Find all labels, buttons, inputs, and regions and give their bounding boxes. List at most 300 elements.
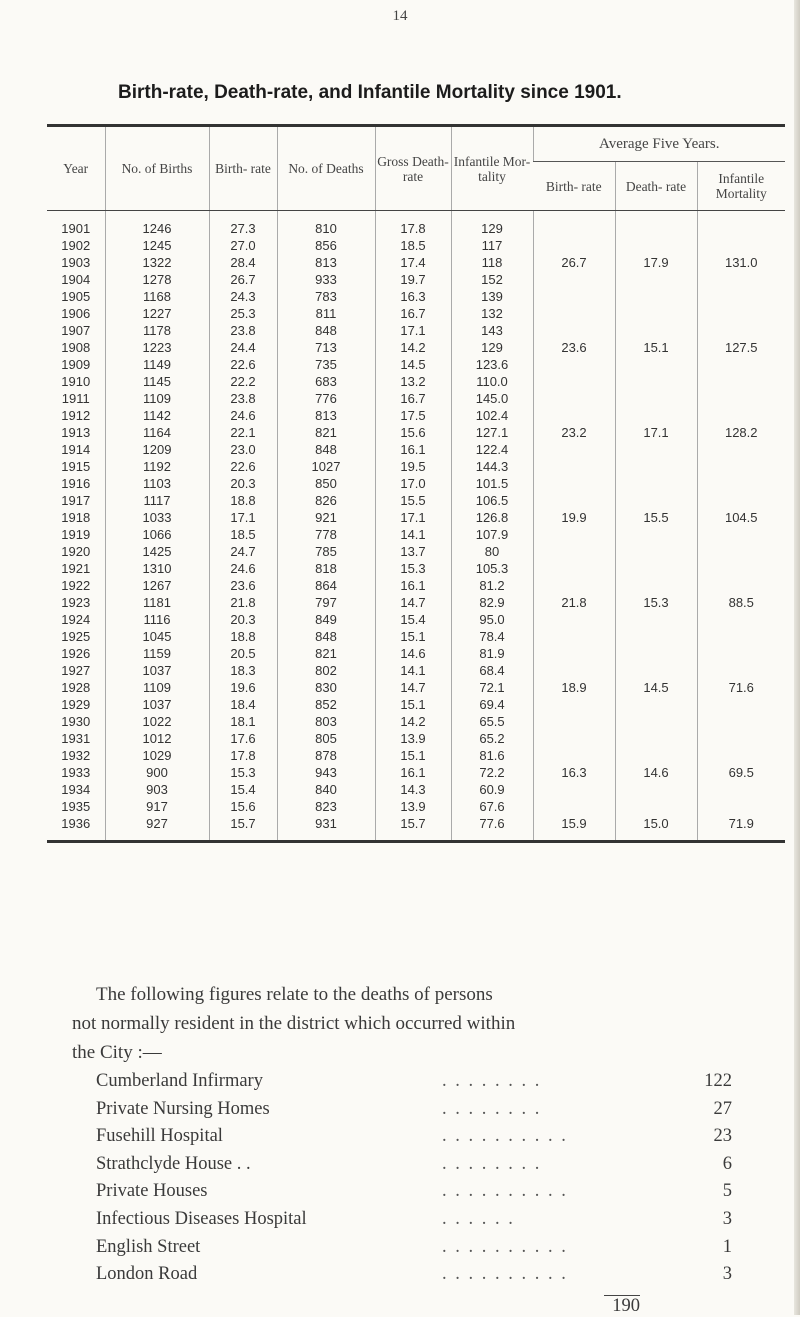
cell-births: 1037	[105, 662, 209, 679]
cell-death-rate: 16.3	[375, 288, 451, 305]
cell-infantile-mortality: 139	[451, 288, 533, 305]
page-number: 14	[392, 8, 408, 24]
cell-birth-rate: 17.1	[209, 509, 277, 526]
cell-births: 1142	[105, 407, 209, 424]
cell-avg-birth-rate	[533, 628, 615, 645]
cell-avg-birth-rate	[533, 577, 615, 594]
cell-birth-rate: 19.6	[209, 679, 277, 696]
header-avg-birth-rate: Birth- rate	[533, 162, 615, 211]
cell-infantile-mortality: 82.9	[451, 594, 533, 611]
cell-infantile-mortality: 144.3	[451, 458, 533, 475]
cell-death-rate: 15.1	[375, 628, 451, 645]
cell-death-rate: 17.4	[375, 254, 451, 271]
table-row	[47, 339, 785, 356]
cell-avg-death-rate	[615, 577, 697, 594]
cell-infantile-mortality: 129	[451, 339, 533, 356]
cell-births: 1149	[105, 356, 209, 373]
cell-deaths: 852	[277, 696, 375, 713]
cell-death-rate: 17.1	[375, 322, 451, 339]
cell-death-rate: 14.2	[375, 339, 451, 356]
cell-year: 1910	[61, 374, 91, 389]
cell-birth-rate: 24.7	[209, 543, 277, 560]
cell-infantile-mortality: 78.4	[451, 628, 533, 645]
cell-avg-infantile-mortality	[697, 645, 785, 662]
cell-births: 1145	[105, 373, 209, 390]
cell-avg-death-rate: 17.1	[615, 424, 697, 441]
cell-birth-rate: 23.8	[209, 322, 277, 339]
cell-avg-infantile-mortality	[697, 305, 785, 322]
cell-death-rate: 15.6	[375, 424, 451, 441]
cell-birth-rate: 22.6	[209, 458, 277, 475]
cell-births: 917	[105, 798, 209, 815]
cell-year: 1934	[61, 782, 91, 797]
table-row	[47, 373, 785, 390]
cell-death-rate: 17.8	[375, 211, 451, 238]
cell-birth-rate: 20.3	[209, 475, 277, 492]
cell-avg-infantile-mortality	[697, 373, 785, 390]
non-resident-intro	[72, 980, 732, 1067]
cell-births: 1109	[105, 679, 209, 696]
cell-year: 1925	[61, 629, 91, 644]
leader-dots: . . . . . . . .	[442, 1098, 542, 1119]
table-row	[47, 730, 785, 747]
table-row	[47, 815, 785, 842]
cell-births: 1425	[105, 543, 209, 560]
cell-year: 1928	[61, 680, 91, 695]
cell-avg-death-rate	[615, 645, 697, 662]
cell-avg-death-rate	[615, 798, 697, 815]
cell-avg-death-rate	[615, 441, 697, 458]
cell-avg-death-rate	[615, 211, 697, 238]
cell-avg-birth-rate	[533, 730, 615, 747]
cell-year: 1909	[61, 357, 91, 372]
cell-avg-birth-rate	[533, 356, 615, 373]
cell-year: 1912	[61, 408, 91, 423]
cell-avg-death-rate	[615, 713, 697, 730]
cell-deaths: 813	[277, 407, 375, 424]
cell-deaths: 856	[277, 237, 375, 254]
leader-dots: . . . . . . . .	[442, 1071, 542, 1091]
list-item	[96, 1261, 756, 1289]
cell-infantile-mortality: 81.2	[451, 577, 533, 594]
cell-infantile-mortality: 105.3	[451, 560, 533, 577]
table-row	[47, 237, 785, 254]
cell-avg-death-rate	[615, 628, 697, 645]
table-row	[47, 628, 785, 645]
table-row	[47, 594, 785, 611]
cell-avg-death-rate	[615, 305, 697, 322]
cell-avg-infantile-mortality: 71.6	[697, 679, 785, 696]
cell-birth-rate: 15.7	[209, 815, 277, 842]
leader-dots: . . . . . . . .	[442, 1153, 542, 1174]
cell-birth-rate: 20.5	[209, 645, 277, 662]
cell-death-rate: 14.7	[375, 679, 451, 696]
cell-death-rate: 16.7	[375, 305, 451, 322]
cell-birth-rate: 24.6	[209, 560, 277, 577]
header-avg-death-rate: Death- rate	[615, 162, 697, 211]
cell-deaths: 735	[277, 356, 375, 373]
cell-avg-infantile-mortality: 104.5	[697, 509, 785, 526]
cell-avg-infantile-mortality	[697, 730, 785, 747]
cell-death-rate: 17.0	[375, 475, 451, 492]
table-row	[47, 696, 785, 713]
cell-death-rate: 16.7	[375, 390, 451, 407]
cell-deaths: 848	[277, 441, 375, 458]
cell-year: 1919	[61, 527, 91, 542]
cell-year: 1935	[61, 799, 91, 814]
cell-year: 1907	[61, 323, 91, 338]
cell-infantile-mortality: 95.0	[451, 611, 533, 628]
cell-birth-rate: 18.5	[209, 526, 277, 543]
leader-dots: . . . . . . . . . .	[442, 1236, 568, 1257]
cell-year: 1929	[61, 697, 91, 712]
cell-births: 903	[105, 781, 209, 798]
cell-deaths: 830	[277, 679, 375, 696]
cell-births: 1037	[105, 696, 209, 713]
cell-avg-infantile-mortality: 127.5	[697, 339, 785, 356]
cell-deaths: 683	[277, 373, 375, 390]
cell-avg-infantile-mortality	[697, 662, 785, 679]
table-row	[47, 611, 785, 628]
cell-infantile-mortality: 68.4	[451, 662, 533, 679]
table-row	[47, 798, 785, 815]
cell-births: 1278	[105, 271, 209, 288]
cell-deaths: 818	[277, 560, 375, 577]
cell-births: 1022	[105, 713, 209, 730]
cell-avg-birth-rate	[533, 271, 615, 288]
header-deaths: No. of Deaths	[277, 126, 375, 211]
cell-year: 1936	[61, 816, 91, 831]
cell-births: 1029	[105, 747, 209, 764]
cell-deaths: 848	[277, 628, 375, 645]
cell-avg-infantile-mortality	[697, 747, 785, 764]
cell-births: 1245	[105, 237, 209, 254]
cell-avg-infantile-mortality	[697, 237, 785, 254]
cell-deaths: 821	[277, 424, 375, 441]
cell-year: 1920	[61, 544, 91, 559]
cell-birth-rate: 28.4	[209, 254, 277, 271]
cell-avg-infantile-mortality	[697, 611, 785, 628]
cell-avg-infantile-mortality	[697, 441, 785, 458]
place-name: Cumberland Infirmary	[96, 1071, 263, 1091]
cell-birth-rate: 20.3	[209, 611, 277, 628]
cell-avg-birth-rate	[533, 713, 615, 730]
cell-death-rate: 18.5	[375, 237, 451, 254]
table-row	[47, 679, 785, 696]
cell-birth-rate: 22.6	[209, 356, 277, 373]
cell-year: 1915	[61, 459, 91, 474]
list-item	[96, 1206, 756, 1234]
cell-avg-birth-rate	[533, 305, 615, 322]
cell-year: 1902	[61, 238, 91, 253]
cell-avg-death-rate	[615, 526, 697, 543]
cell-avg-birth-rate	[533, 747, 615, 764]
cell-year: 1913	[61, 425, 91, 440]
cell-births: 1227	[105, 305, 209, 322]
cell-avg-death-rate	[615, 781, 697, 798]
cell-avg-death-rate	[615, 288, 697, 305]
cell-deaths: 802	[277, 662, 375, 679]
cell-year: 1918	[61, 510, 91, 525]
cell-year: 1903	[61, 255, 91, 270]
cell-deaths: 849	[277, 611, 375, 628]
intro-line: The following figures relate to the deaths of persons	[96, 984, 493, 1005]
cell-avg-birth-rate	[533, 526, 615, 543]
death-count: 5	[722, 1181, 732, 1202]
cell-avg-birth-rate	[533, 390, 615, 407]
cell-births: 1192	[105, 458, 209, 475]
cell-birth-rate: 23.8	[209, 390, 277, 407]
cell-birth-rate: 23.6	[209, 577, 277, 594]
cell-year: 1922	[61, 578, 91, 593]
cell-year: 1926	[61, 646, 91, 661]
cell-births: 1223	[105, 339, 209, 356]
cell-infantile-mortality: 152	[451, 271, 533, 288]
death-count: 27	[713, 1098, 732, 1119]
cell-avg-death-rate	[615, 560, 697, 577]
cell-avg-infantile-mortality	[697, 492, 785, 509]
cell-avg-death-rate: 15.3	[615, 594, 697, 611]
table-row	[47, 645, 785, 662]
cell-deaths: 783	[277, 288, 375, 305]
cell-year: 1901	[61, 221, 91, 236]
cell-year: 1914	[61, 442, 91, 457]
cell-avg-infantile-mortality	[697, 560, 785, 577]
table-row	[47, 458, 785, 475]
cell-birth-rate: 17.8	[209, 747, 277, 764]
cell-birth-rate: 21.8	[209, 594, 277, 611]
cell-avg-infantile-mortality: 131.0	[697, 254, 785, 271]
place-name: Strathclyde House . .	[96, 1153, 251, 1174]
cell-avg-infantile-mortality	[697, 577, 785, 594]
cell-year: 1911	[61, 391, 90, 406]
cell-avg-birth-rate	[533, 441, 615, 458]
list-item	[96, 1178, 756, 1206]
cell-avg-birth-rate: 21.8	[533, 594, 615, 611]
cell-avg-infantile-mortality: 128.2	[697, 424, 785, 441]
cell-birth-rate: 27.3	[209, 211, 277, 238]
table-row	[47, 526, 785, 543]
cell-avg-infantile-mortality	[697, 543, 785, 560]
cell-birth-rate: 24.4	[209, 339, 277, 356]
cell-deaths: 713	[277, 339, 375, 356]
cell-death-rate: 15.3	[375, 560, 451, 577]
list-item	[96, 1096, 756, 1124]
cell-avg-birth-rate	[533, 645, 615, 662]
cell-death-rate: 13.9	[375, 730, 451, 747]
cell-infantile-mortality: 77.6	[451, 815, 533, 842]
cell-infantile-mortality: 122.4	[451, 441, 533, 458]
cell-infantile-mortality: 81.9	[451, 645, 533, 662]
intro-line: not normally resident in the district which occurred within	[72, 1013, 516, 1034]
cell-avg-death-rate	[615, 373, 697, 390]
leader-dots: . . . . . .	[442, 1208, 515, 1229]
cell-avg-death-rate	[615, 696, 697, 713]
cell-birth-rate: 18.8	[209, 628, 277, 645]
cell-avg-death-rate	[615, 237, 697, 254]
cell-avg-birth-rate	[533, 662, 615, 679]
cell-infantile-mortality: 72.2	[451, 764, 533, 781]
cell-avg-birth-rate: 18.9	[533, 679, 615, 696]
cell-birth-rate: 26.7	[209, 271, 277, 288]
cell-avg-death-rate: 17.9	[615, 254, 697, 271]
cell-birth-rate: 24.6	[209, 407, 277, 424]
cell-births: 1168	[105, 288, 209, 305]
cell-infantile-mortality: 126.8	[451, 509, 533, 526]
cell-births: 1109	[105, 390, 209, 407]
cell-avg-birth-rate	[533, 237, 615, 254]
cell-avg-birth-rate	[533, 458, 615, 475]
table-row	[47, 211, 785, 238]
cell-deaths: 826	[277, 492, 375, 509]
cell-avg-infantile-mortality	[697, 356, 785, 373]
cell-avg-birth-rate	[533, 373, 615, 390]
cell-death-rate: 14.1	[375, 526, 451, 543]
table-row	[47, 254, 785, 271]
cell-avg-death-rate	[615, 390, 697, 407]
cell-avg-infantile-mortality	[697, 696, 785, 713]
cell-deaths: 805	[277, 730, 375, 747]
cell-births: 1012	[105, 730, 209, 747]
cell-avg-infantile-mortality	[697, 271, 785, 288]
list-item	[96, 1123, 756, 1151]
cell-avg-birth-rate	[533, 543, 615, 560]
cell-death-rate: 15.1	[375, 747, 451, 764]
cell-deaths: 1027	[277, 458, 375, 475]
cell-infantile-mortality: 65.5	[451, 713, 533, 730]
cell-infantile-mortality: 106.5	[451, 492, 533, 509]
cell-infantile-mortality: 80	[451, 543, 533, 560]
cell-births: 1322	[105, 254, 209, 271]
cell-births: 1178	[105, 322, 209, 339]
cell-avg-birth-rate	[533, 611, 615, 628]
cell-deaths: 850	[277, 475, 375, 492]
list-item	[96, 1234, 756, 1262]
cell-avg-infantile-mortality	[697, 458, 785, 475]
cell-death-rate: 19.7	[375, 271, 451, 288]
cell-birth-rate: 17.6	[209, 730, 277, 747]
cell-avg-birth-rate	[533, 781, 615, 798]
death-count: 23	[713, 1126, 732, 1147]
table-row	[47, 288, 785, 305]
cell-avg-death-rate	[615, 730, 697, 747]
cell-avg-death-rate	[615, 492, 697, 509]
header-average-five-years: Average Five Years.	[533, 126, 785, 162]
cell-infantile-mortality: 81.6	[451, 747, 533, 764]
cell-deaths: 921	[277, 509, 375, 526]
header-year: Year	[47, 126, 105, 211]
cell-year: 1923	[61, 595, 91, 610]
cell-deaths: 776	[277, 390, 375, 407]
cell-year: 1904	[61, 272, 91, 287]
death-count: 122	[704, 1071, 732, 1091]
cell-avg-birth-rate: 26.7	[533, 254, 615, 271]
table-row	[47, 713, 785, 730]
cell-infantile-mortality: 102.4	[451, 407, 533, 424]
cell-death-rate: 17.5	[375, 407, 451, 424]
place-name: Fusehill Hospital	[96, 1126, 223, 1147]
cell-death-rate: 16.1	[375, 764, 451, 781]
cell-avg-infantile-mortality	[697, 798, 785, 815]
cell-deaths: 878	[277, 747, 375, 764]
cell-infantile-mortality: 107.9	[451, 526, 533, 543]
table-row	[47, 407, 785, 424]
table-row	[47, 577, 785, 594]
cell-births: 1033	[105, 509, 209, 526]
table-row	[47, 390, 785, 407]
table-row	[47, 781, 785, 798]
cell-deaths: 864	[277, 577, 375, 594]
cell-birth-rate: 18.3	[209, 662, 277, 679]
cell-avg-infantile-mortality	[697, 390, 785, 407]
cell-avg-infantile-mortality: 69.5	[697, 764, 785, 781]
table-row	[47, 543, 785, 560]
cell-deaths: 943	[277, 764, 375, 781]
cell-death-rate: 14.6	[375, 645, 451, 662]
cell-avg-birth-rate: 19.9	[533, 509, 615, 526]
cell-avg-infantile-mortality	[697, 526, 785, 543]
cell-deaths: 821	[277, 645, 375, 662]
cell-avg-death-rate	[615, 458, 697, 475]
cell-death-rate: 14.1	[375, 662, 451, 679]
cell-birth-rate: 18.1	[209, 713, 277, 730]
cell-births: 1116	[105, 611, 209, 628]
cell-avg-birth-rate: 15.9	[533, 815, 615, 842]
cell-births: 1103	[105, 475, 209, 492]
cell-deaths: 811	[277, 305, 375, 322]
death-count: 3	[722, 1208, 732, 1229]
table-row	[47, 424, 785, 441]
death-count: 3	[722, 1264, 732, 1285]
leader-dots: . . . . . . . . . .	[442, 1126, 568, 1147]
cell-avg-infantile-mortality	[697, 407, 785, 424]
cell-births: 900	[105, 764, 209, 781]
cell-avg-infantile-mortality: 71.9	[697, 815, 785, 842]
cell-death-rate: 15.4	[375, 611, 451, 628]
cell-year: 1905	[61, 289, 91, 304]
cell-avg-birth-rate	[533, 322, 615, 339]
cell-avg-death-rate	[615, 747, 697, 764]
cell-avg-infantile-mortality	[697, 628, 785, 645]
cell-death-rate: 13.7	[375, 543, 451, 560]
cell-avg-death-rate	[615, 271, 697, 288]
place-name: English Street	[96, 1236, 201, 1257]
cell-death-rate: 14.7	[375, 594, 451, 611]
cell-year: 1916	[61, 476, 91, 491]
cell-birth-rate: 15.3	[209, 764, 277, 781]
cell-deaths: 823	[277, 798, 375, 815]
cell-avg-birth-rate	[533, 475, 615, 492]
cell-births: 1181	[105, 594, 209, 611]
cell-infantile-mortality: 110.0	[451, 373, 533, 390]
cell-birth-rate: 18.4	[209, 696, 277, 713]
cell-births: 1267	[105, 577, 209, 594]
cell-death-rate: 13.9	[375, 798, 451, 815]
cell-infantile-mortality: 123.6	[451, 356, 533, 373]
cell-births: 1209	[105, 441, 209, 458]
table-row	[47, 560, 785, 577]
cell-births: 1310	[105, 560, 209, 577]
cell-avg-death-rate	[615, 611, 697, 628]
cell-birth-rate: 15.6	[209, 798, 277, 815]
cell-avg-birth-rate	[533, 560, 615, 577]
table-row	[47, 747, 785, 764]
cell-avg-death-rate: 14.5	[615, 679, 697, 696]
cell-births: 1117	[105, 492, 209, 509]
cell-deaths: 848	[277, 322, 375, 339]
header-gross-death-rate: Gross Death- rate	[375, 126, 451, 211]
cell-avg-death-rate	[615, 407, 697, 424]
